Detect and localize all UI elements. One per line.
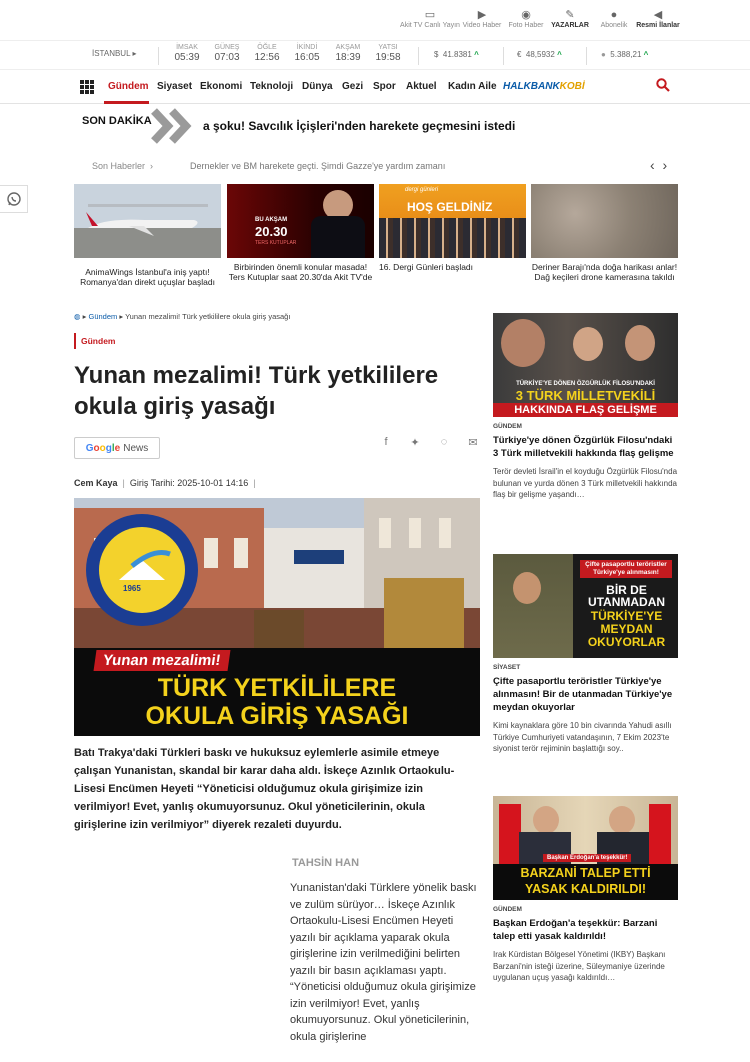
breadcrumb: ◍ ▸ Gündem ▸ Yunan mezalimi! Türk yetkililere okula giriş yasağı [74, 312, 291, 321]
nav-teknoloji[interactable]: Teknoloji [250, 81, 294, 92]
whatsapp-icon[interactable]: ◌ [440, 436, 448, 448]
main-nav [0, 72, 750, 104]
akit-tv-link[interactable]: ▭ Akit TV Canlı Yayın [400, 9, 460, 29]
sidebar-category: SİYASET [493, 664, 521, 671]
euro-rate: € 48,5932 ^ [517, 50, 562, 59]
article-title: Yunan mezalimi! Türk yetkililere okula giriş yasağı [74, 362, 439, 420]
email-icon[interactable]: ✉ [468, 437, 478, 449]
story-image: BU AKŞAM 20.30 TERS KUTUPLAR [227, 184, 374, 258]
user-icon: ● [610, 9, 618, 21]
article-lead: Batı Trakya'daki Türkleri baskı ve hukuksuz eylemlerle asimile etmeye çalışan Yunanistan, skandal bir karar daha aldı. İskeçe Azınlık Ortaokulu-Lisesi Encümen Heyeti “Yöneticisi olduğumuz okula girişimize izin verilmiyor! Evet, yanlış okumuyorsunuz. Okul yöneticilerinin, okula girişlerine izin verilmiyor” diyerek rezaleti duyurdu. [74, 747, 455, 831]
sidebar-category: GÜNDEM [493, 906, 522, 913]
sidebar-news-image: Çifte pasaportlu teröristler Türkiye'ye alınmasın! BİR DE UTANMADAN TÜRKİYE'YE MEYDAN OKUYORLAR [493, 554, 678, 658]
resmi-ilanlar-link[interactable]: ◀ Resmi İlanlar [636, 9, 680, 29]
prayer-ogle: ÖĞLE 12:56 [254, 44, 280, 63]
video-camera-icon: ▶ [477, 9, 487, 21]
nav-ekonomi[interactable]: Ekonomi [200, 81, 243, 92]
breadcrumb-home[interactable]: Gündem [88, 312, 118, 321]
up-arrow-icon: ^ [557, 50, 562, 59]
sidebar-headline[interactable]: Türkiye'ye dönen Özgürlük Filosu'ndaki 3 Türk milletvekili hakkında flaş gelişme [493, 435, 674, 459]
latest-news-headline[interactable]: Dernekler ve BM harekete geçti. Şimdi Gazze'ye yardım zamanı [190, 161, 446, 171]
facebook-icon[interactable]: f [384, 436, 388, 448]
story-image [74, 184, 221, 258]
up-arrow-icon: ^ [643, 50, 649, 59]
abonelik-link[interactable]: ● Abonelik [592, 8, 636, 29]
pen-icon: ✎ [565, 9, 575, 21]
story-card[interactable]: AnimaWings İstanbul'a iniş yaptı! Romanya'dan direkt uçuşlar başladı [74, 184, 221, 287]
top-utility-bar [400, 8, 680, 29]
twitter-icon[interactable]: ✦ [410, 437, 420, 449]
whatsapp-icon [6, 191, 22, 207]
nav-dunya[interactable]: Dünya [302, 81, 333, 92]
story-card[interactable]: dergi günleri HOŞ GELDİNİZ 16. Dergi Günleri başladı [379, 184, 526, 272]
dollar-rate: $ 41.8381 ^ [434, 50, 479, 59]
yazarlar-link[interactable]: ✎ YAZARLAR [548, 8, 592, 29]
category-badge[interactable]: Gündem [74, 333, 115, 349]
nav-kadin-aile[interactable]: Kadın Aile [448, 81, 497, 92]
nav-spor[interactable]: Spor [373, 81, 396, 92]
sidebar-news-card[interactable] [493, 313, 678, 501]
sidebar-category: GÜNDEM [493, 423, 522, 430]
column-author[interactable]: TAHSİN HAN [292, 857, 360, 869]
sidebar-summary: Kimi kaynaklara göre 10 bin civarında Yahudi asıllı Türkiye Cumhuriyeti vatandaşının, 7 Ekim 2023'te siyonist terör rejiminin başlattığı soy.. [493, 721, 672, 753]
prayer-gunes: GÜNEŞ 07:03 [214, 44, 240, 63]
sidebar-headline[interactable]: Çifte pasaportlu teröristler Türkiye'ye alınmasın! Bir de utanmadan Türkiye'ye meydan okuyorlar [493, 676, 673, 713]
menu-grid-icon[interactable] [80, 80, 94, 94]
search-icon[interactable] [656, 78, 670, 92]
prayer-yatsi: YATSI 19:58 [375, 44, 401, 63]
sidebar-news-image: Başkan Erdoğan'a teşekkür! BARZANİ TALEP ETTİ YASAK KALDIRILDI! [493, 796, 678, 900]
euro-icon: € [517, 50, 522, 59]
info-bar [0, 40, 750, 70]
divider [158, 47, 159, 65]
megaphone-icon: ◀ [653, 9, 663, 21]
gold-icon: ● [601, 50, 606, 59]
whatsapp-share-button[interactable] [0, 185, 28, 213]
divider [586, 47, 587, 65]
story-image: dergi günleri HOŞ GELDİNİZ [379, 184, 526, 258]
latest-news-arrows[interactable]: ‹ › [650, 157, 670, 173]
article-body: Yunanistan'daki Türklere yönelik baskı ve zulüm sürüyor… İskeçe Azınlık Ortaokulu-Lisesi Encümen Heyeti yazılı bir açıklama yaparak okula girişlerine izin verilmediğini belirten yazılı bir basın açıklaması yaptı. “Yöneticisi olduğumuz okula girişimize izin verilmiyor! Evet, yanlış okumuyorsunuz. Okul yöneticilerinin, okula girişlerine [290, 882, 477, 1043]
sidebar-summary: Irak Kürdistan Bölgesel Yönetimi (IKBY) Başkanı Barzani'nin isteği üzerine, Süleymaniye üzerinde uygulanan uçuş yasağı kaldırıldı… [493, 950, 666, 982]
prayer-imsak: İMSAK 05:39 [174, 44, 200, 63]
video-haber-link[interactable]: ▶ Video Haber [460, 8, 504, 29]
article-hero-image: 1965 Yunan mezalimi! TÜRK YETKİLİLERE OKULA GİRİŞ YASAĞI [74, 498, 480, 736]
active-nav-indicator [104, 101, 149, 104]
nav-aktuel[interactable]: Aktuel [406, 81, 437, 92]
breaking-label: SON DAKİKA [82, 115, 152, 127]
story-card[interactable]: Deriner Barajı'nda doğa harikası anlar! Dağ keçileri drone kamerasına takıldı [531, 184, 678, 282]
prayer-ikindi: İKİNDİ 16:05 [294, 44, 320, 63]
byline: Cem Kaya | Giriş Tarihi: 2025-10-01 14:16 | [74, 478, 256, 488]
google-news-button[interactable]: Google News [74, 437, 160, 459]
photo-camera-icon: ◉ [521, 9, 531, 21]
share-buttons [380, 436, 479, 449]
publish-date: Giriş Tarihi: 2025-10-01 14:16 [129, 478, 249, 488]
city-selector[interactable]: İSTANBUL ▸ [92, 49, 137, 58]
sidebar-news-image: TÜRKİYE'YE DÖNEN ÖZGÜRLÜK FİLOSU'NDAKİ 3 TÜRK MİLLETVEKİLİ HAKKINDA FLAŞ GELİŞME [493, 313, 678, 417]
nav-gundem[interactable]: Gündem [108, 81, 149, 92]
breaking-headline[interactable]: a şoku! Savcılık İçişleri'nden harekete geçmesini istedi [203, 119, 516, 133]
sidebar-summary: Terör devleti İsrail'in el koyduğu Özgürlük Filosu'nda bulunan ve yurda dönen 3 Türk milletvekili hakkında flaş bir gelişme yaşandı… [493, 467, 678, 499]
nav-gezi[interactable]: Gezi [342, 81, 364, 92]
chevron-right-icon: › [150, 161, 154, 171]
divider [503, 47, 504, 65]
sidebar-headline[interactable]: Başkan Erdoğan'a teşekkür: Barzani talep etti yasak kaldırıldı! [493, 918, 658, 942]
globe-icon: ◍ [74, 312, 81, 321]
breadcrumb-current: Yunan mezalimi! Türk yetkililere okula giriş yasağı [125, 312, 291, 321]
latest-news-label: Son Haberler › [92, 161, 154, 171]
up-arrow-icon: ^ [474, 50, 479, 59]
chevron-double-right-icon [150, 108, 202, 144]
nav-siyaset[interactable]: Siyaset [157, 81, 193, 92]
gold-rate: ● 5.388,21 ^ [601, 50, 649, 59]
halkbank-kobi-link[interactable]: HALKBANKKOBİ [503, 81, 585, 92]
author-name[interactable]: Cem Kaya [74, 478, 118, 488]
dollar-icon: $ [434, 50, 439, 59]
foto-haber-link[interactable]: ◉ Foto Haber [504, 8, 548, 29]
story-card[interactable]: BU AKŞAM 20.30 TERS KUTUPLAR Birbirinden önemli konular masada! Ters Kutuplar saat 20.30'da Akit TV'de [227, 184, 374, 282]
google-logo: Google [85, 442, 121, 454]
tv-icon: ▭ [424, 9, 436, 21]
divider [418, 47, 419, 65]
story-image [531, 184, 678, 258]
chevron-right-icon: ▸ [82, 312, 87, 321]
chevron-right-icon: ▸ [132, 49, 137, 58]
prayer-aksam: AKŞAM 18:39 [335, 44, 361, 63]
sidebar-news-card[interactable] [493, 796, 678, 984]
sidebar-news-card[interactable] [493, 554, 678, 755]
